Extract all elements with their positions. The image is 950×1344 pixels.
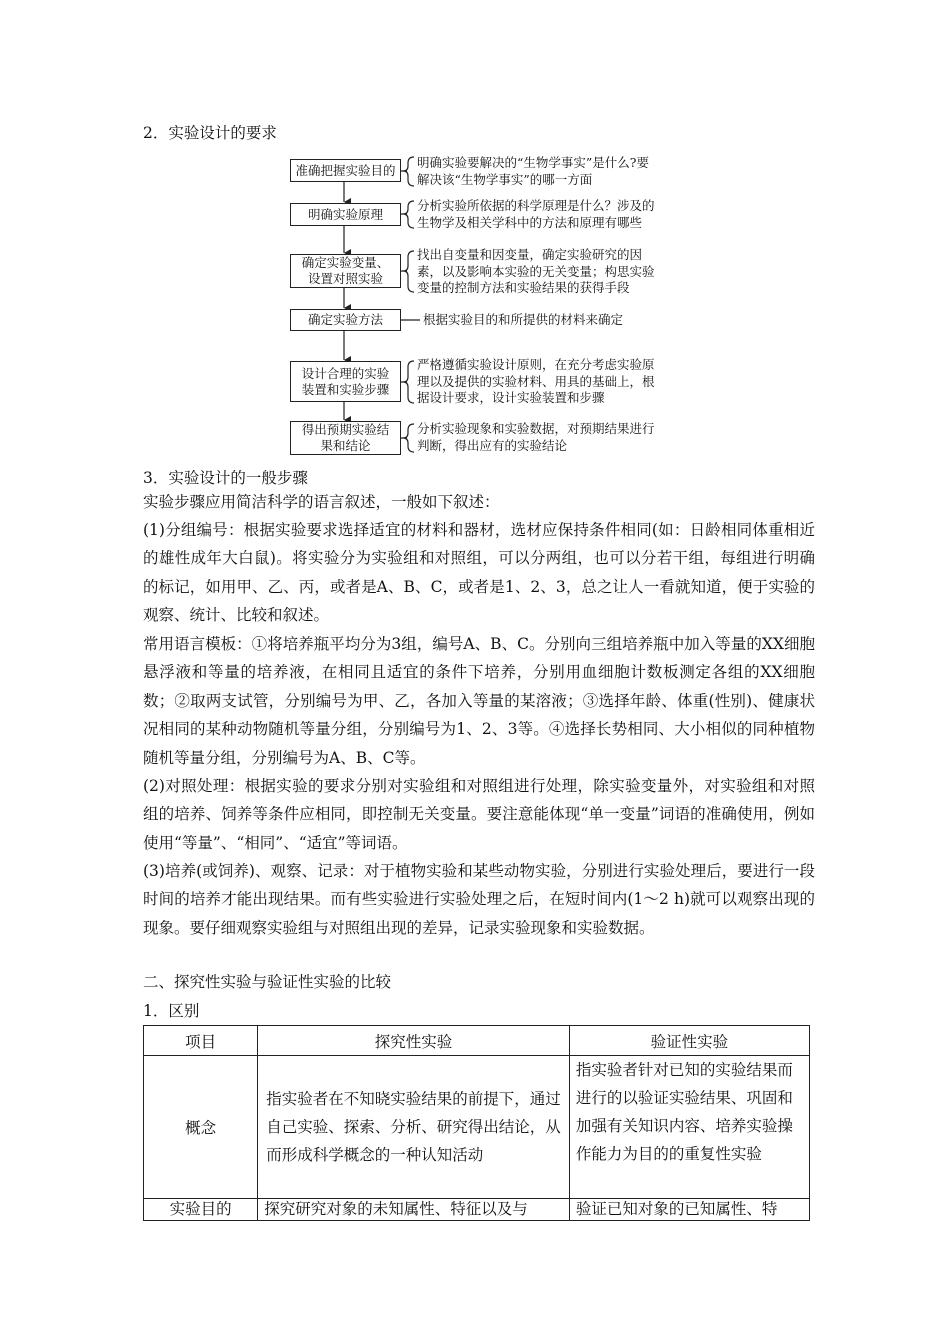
row-concept-verify-cell — [569, 1056, 809, 1199]
row-item-purpose: 实验目的 — [144, 1199, 258, 1221]
flow-desc-3: 找出自变量和因变量，确定实验研究的因素，以及影响本实验的无关变量；构思实验变量的控制方法和实验结果的获得手段 — [417, 247, 655, 295]
header-item: 项目 — [144, 1026, 258, 1056]
flow-step-3: 确定实验变量、设置对照实验 — [290, 254, 401, 288]
row-concept-verify: 指实验者针对已知的实验结果而进行的以验证实验结果、巩固和加强有关知识内容、培养实验操作能力为目的的重复性实验 — [575, 1061, 793, 1163]
flow-step-6: 得出预期实验结果和结论 — [290, 421, 401, 455]
row-item-concept: 概念 — [144, 1056, 258, 1199]
brace-1 — [401, 157, 414, 186]
brace-2 — [401, 201, 414, 228]
flow-desc-4: 根据实验目的和所提供的材料来确定 — [423, 312, 624, 327]
part-2-title: 二、探究性实验与验证性实验的比较 — [143, 973, 392, 991]
comparison-table — [143, 1025, 810, 1221]
row-concept-explore-cell — [258, 1056, 570, 1199]
header-explore: 探究性实验 — [258, 1026, 570, 1056]
sub-1-title: 1．区别 — [143, 1002, 200, 1020]
section-3-intro: 实验步骤应用简洁科学的语言叙述，一般如下叙述： — [143, 493, 500, 511]
table-header-row — [144, 1026, 810, 1056]
paragraph-control: (2)对照处理：根据实验的要求分别对实验组和对照组进行处理，除实验变量外，对实验组和对照组的培养、饲养等条件应相同，即控制无关变量。要注意能体现“单一变量”词语的准确使用，例如使用“等量”、“相同”、“适宜”等词语。 — [143, 777, 815, 852]
section-3-title: 3．实验设计的一般步骤 — [143, 469, 308, 487]
paragraph-grouping: (1)分组编号：根据实验要求选择适宜的材料和器材，选材应保持条件相同(如：日龄相同体重相近的雄性成年大白鼠)。将实验分为实验组和对照组，可以分两组，也可以分若干组，每组进行明确的标记，如用甲、乙、丙，或者是A、B、C，或者是1、2、3，总之让人一看就知道，便于实验的观察、统计、比较和叙述。 — [143, 521, 815, 625]
flow-step-5: 设计合理的实验装置和实验步骤 — [290, 361, 401, 402]
section-2-title: 2．实验设计的要求 — [143, 124, 277, 142]
paragraph-template: 常用语言模板：①将培养瓶平均分为3组，编号A、B、C。分别向三组培养瓶中加入等量的XX细胞悬浮液和等量的培养液，在相同且适宜的条件下培养，分别用血细胞计数板测定各组的XX细胞数；②取两支试管，分别编号为甲、乙，各加入等量的某溶液；③选择年龄、体重(性别)、健康状况相同的某种动物随机等量分组，分别编号为1、2、3等。④选择长势相同、大小相似的同种植物随机等量分组，分别编号为A、B、C等。 — [143, 635, 815, 767]
table-row — [144, 1056, 810, 1199]
flow-desc-6: 分析实验现象和实验数据，对预期结果进行判断，得出应有的实验结论 — [417, 421, 655, 453]
row-purpose-verify: 验证已知对象的已知属性、特 — [569, 1199, 809, 1221]
flow-desc-2: 分析实验所依据的科学原理是什么？涉及的生物学及相关学科中的方法和原理有哪些 — [417, 198, 655, 230]
paragraph-observe: (3)培养(或饲养)、观察、记录：对于植物实验和某些动物实验，分别进行实验处理后，要进行一段时间的培养才能出现结果。而有些实验进行实验处理之后，在短时间内(1～2 h)就可以观察出现的现象。要仔细观察实验组与对照组出现的差异，记录实验现象和实验数据。 — [143, 862, 815, 937]
row-purpose-explore: 探究研究对象的未知属性、特征以及与 — [258, 1199, 570, 1221]
brace-6 — [401, 424, 414, 452]
flow-step-4: 确定实验方法 — [290, 309, 401, 331]
row-concept-explore: 指实验者在不知晓实验结果的前提下，通过自己实验、探索、分析、研究得出结论，从而形成科学概念的一种认知活动 — [266, 1090, 561, 1164]
flow-desc-1: 明确实验要解决的“生物学事实”是什么?要解决该“生物学事实”的哪一方面 — [417, 155, 649, 187]
header-verify: 验证性实验 — [569, 1026, 809, 1056]
table-row — [144, 1199, 810, 1221]
brace-5 — [401, 361, 414, 403]
flow-desc-5: 严格遵循实验设计原则，在充分考虑实验原理以及提供的实验材料、用具的基础上，根据设计要求，设计实验装置和步骤 — [417, 357, 655, 405]
flow-step-2: 明确实验原理 — [290, 203, 401, 226]
brace-3 — [401, 251, 414, 292]
flow-step-1: 准确把握实验目的 — [290, 159, 401, 182]
